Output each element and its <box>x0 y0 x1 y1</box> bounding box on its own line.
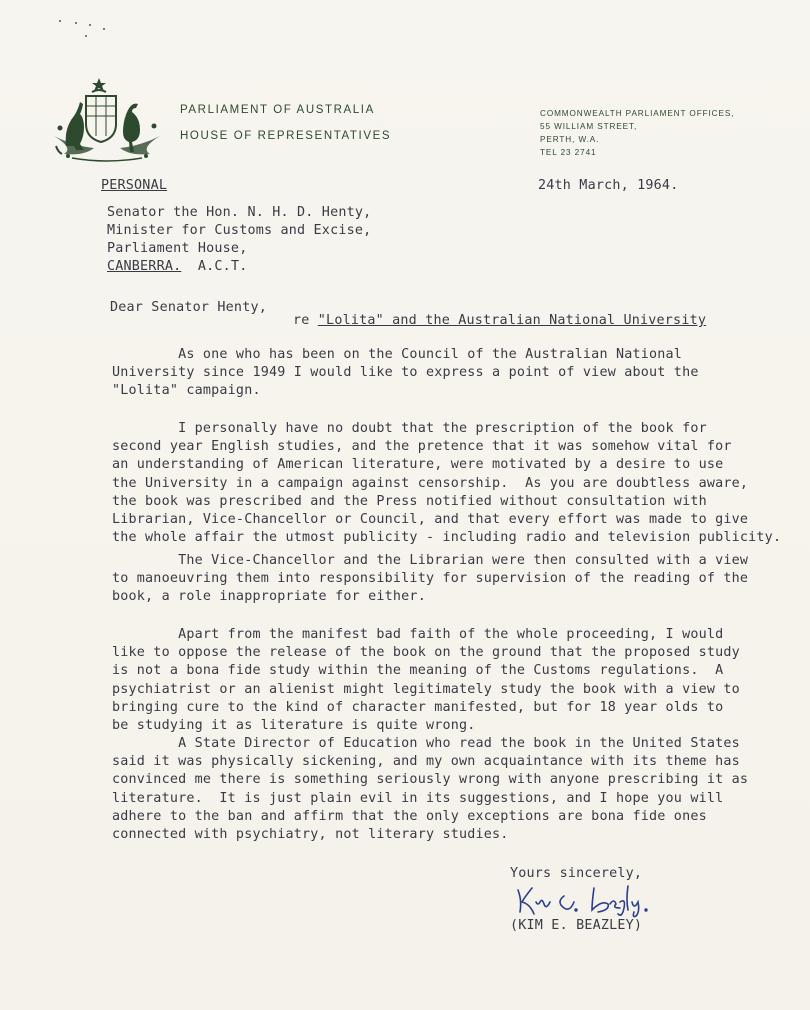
body-paragraph-3: The Vice-Chancellor and the Librarian were then consulted with a view to manoeuvring them into responsibility for supervision of the reading of the book, a role inappropriate for either. <box>112 553 749 605</box>
body-paragraph-4: Apart from the manifest bad faith of the whole proceeding, I would like to oppose the release of the book on the ground that the proposed study is not a bona fide study within the meaning of the Customs regulations. A psychiatrist or an alienist might legitimately study the book with a view to bringing cure to the kind of character manifested, but for 18 year olds to be studying it as literature is quite wrong. <box>112 627 740 734</box>
sender-address <box>540 107 734 159</box>
body-paragraph-5: A State Director of Education who read the book in the United States said it was physically sickening, and my own acquaintance with its theme has convinced me there is something seriously wrong with anyone prescribing it as literature. It is just plain evil in its suggestions, and I hope you will adhere to the ban and affirm that the only exceptions are bona fide ones connected with psychiatry, not literary studies. <box>112 736 749 843</box>
address-line-1: COMMONWEALTH PARLIAMENT OFFICES, <box>540 109 735 118</box>
recipient-line-1: Senator the Hon. N. H. D. Henty, <box>107 205 372 220</box>
letterhead <box>180 104 391 156</box>
body-paragraph-2: I personally have no doubt that the prescription of the book for second year English studies, and the pretence that it was somehow vital for an understanding of American literature, were motivated by a desire to use the University in a campaign against censorship. As you are doubtless aware, the book was prescribed and the Press notified without consultation with Librarian, Vice-Chancellor or Council, and that every effort was made to give the whole affair the utmost publicity - including radio and television publicity. <box>112 421 782 546</box>
subject-line <box>293 313 706 328</box>
recipient-line-4 <box>107 258 371 276</box>
recipient-line-3: Parliament House, <box>107 241 248 256</box>
letterhead-parliament: PARLIAMENT OF AUSTRALIA <box>180 104 375 116</box>
closing: Yours sincerely, <box>510 866 643 881</box>
salutation: Dear Senator Henty, <box>110 300 267 315</box>
subject-prefix: re <box>293 313 310 328</box>
recipient-line-2: Minister for Customs and Excise, <box>107 223 372 238</box>
letterhead-house: HOUSE OF REPRESENTATIVES <box>180 130 392 142</box>
recipient-territory: A.C.T. <box>197 259 248 274</box>
recipient-address <box>107 204 371 276</box>
handwritten-signature <box>512 882 672 918</box>
letter-date: 24th March, 1964. <box>538 178 679 193</box>
subject-text: "Lolita" and the Australian National University <box>317 313 707 328</box>
recipient-city: CANBERRA. <box>107 259 182 274</box>
typed-signatory-name: (KIM E. BEAZLEY) <box>510 918 643 933</box>
body-paragraph-1: As one who has been on the Council of the Australian National University since 1949 I would like to express a point of view about the "Lolita" campaign. <box>112 347 699 399</box>
paper-specks <box>55 18 115 48</box>
personal-marking: PERSONAL <box>101 178 168 193</box>
address-line-4: TEL 23 2741 <box>540 148 597 157</box>
coat-of-arms-icon <box>52 76 162 162</box>
address-line-3: PERTH, W.A. <box>540 135 600 144</box>
address-line-2: 55 WILLIAM STREET, <box>540 122 638 131</box>
